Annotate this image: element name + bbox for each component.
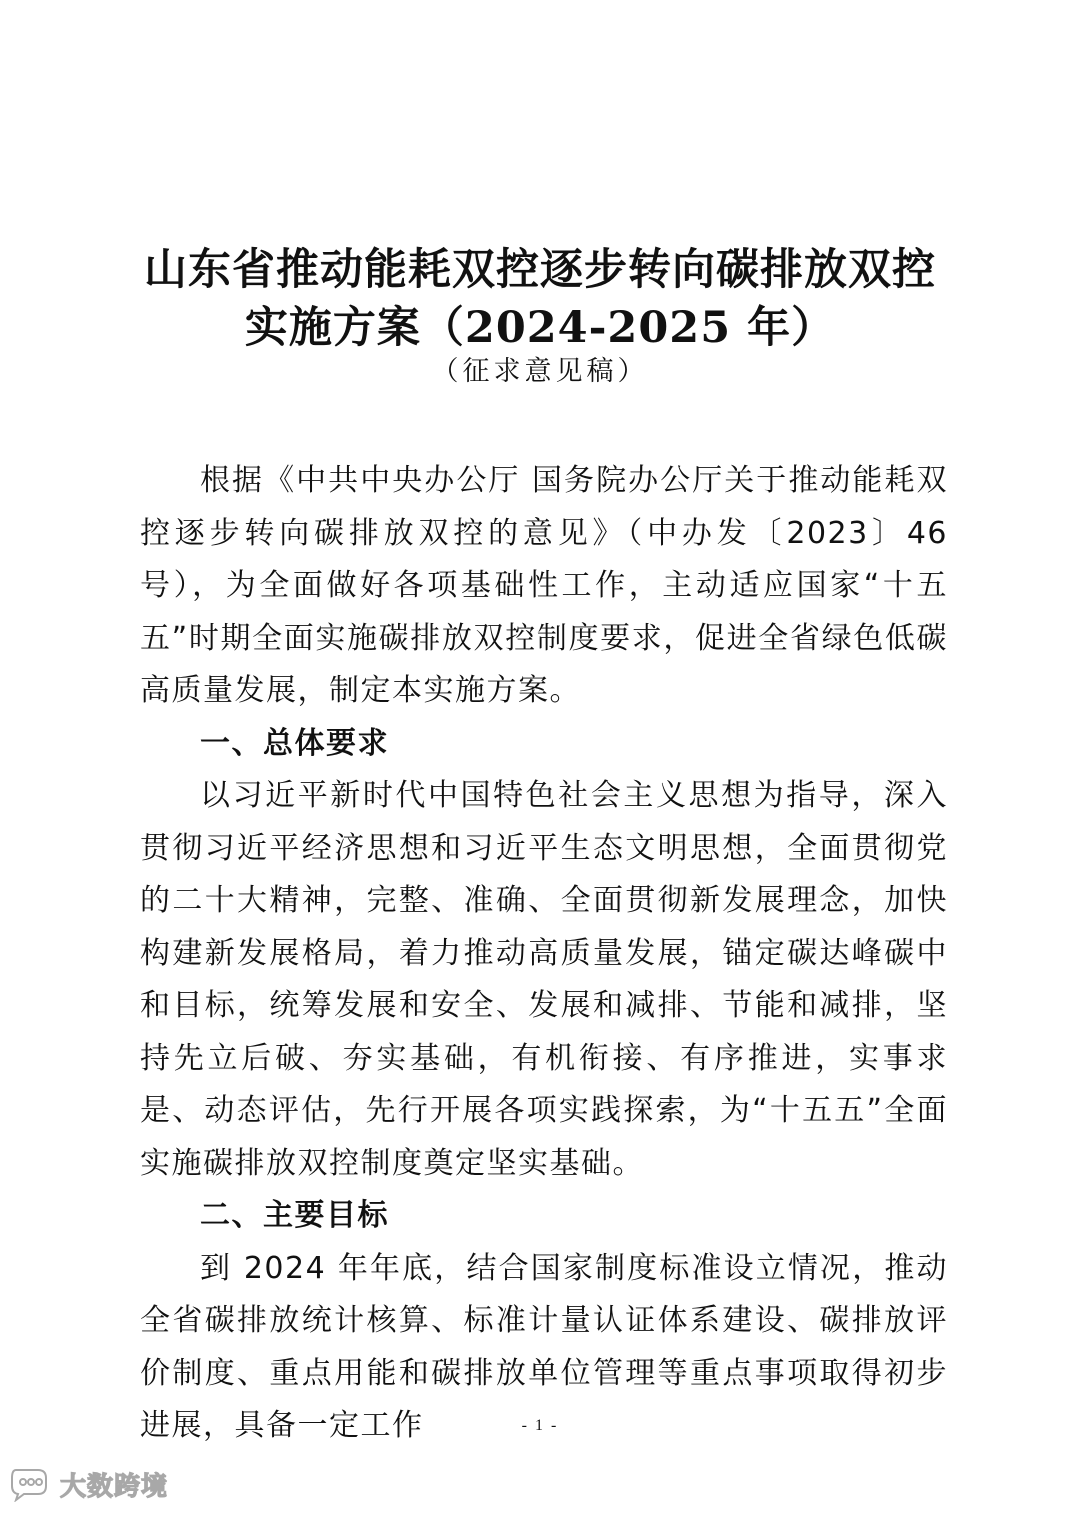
section-2-paragraph: 到 2024 年年底，结合国家制度标准设立情况，推动全省碳排放统计核算、标准计量认证体系建设、碳排放评价制度、重点用能和碳排放单位管理等重点事项取得初步进展，具备一定工作	[140, 1250, 948, 1443]
watermark-text: 大数跨境	[60, 1471, 169, 1502]
document-body	[140, 455, 948, 1453]
page-number: - 1 -	[521, 1417, 559, 1434]
chat-bubble-logo-icon	[8, 1466, 54, 1502]
section-2-heading: 二、主要目标	[200, 1198, 389, 1233]
section-1-heading: 一、总体要求	[200, 725, 389, 761]
watermark	[8, 1462, 168, 1506]
intro-paragraph: 根据《中共中央办公厅 国务院办公厅关于推动能耗双控逐步转向碳排放双控的意见》（中办发〔2023〕46 号），为全面做好各项基础性工作，主动适应国家“十五五”时期全面实施碳排放双控制度要求，促进全省绿色低碳高质量发展，制定本实施方案。	[140, 463, 948, 708]
document-title-line-1: 山东省推动能耗双控逐步转向碳排放双控	[144, 245, 936, 295]
document-title-line-2: 实施方案（2024-2025 年）	[244, 303, 836, 353]
document-subtitle: （征求意见稿）	[431, 356, 649, 387]
section-1-paragraph: 以习近平新时代中国特色社会主义思想为指导，深入贯彻习近平经济思想和习近平生态文明思想，全面贯彻党的二十大精神，完整、准确、全面贯彻新发展理念，加快构建新发展格局，着力推动高质量发展，锚定碳达峰碳中和目标，统筹发展和安全、发展和减排、节能和减排，坚持先立后破、夯实基础，有机衔接、有序推进，实事求是、动态评估，先行开展各项实践探索，为“十五五”全面实施碳排放双控制度奠定坚实基础。	[140, 778, 948, 1181]
